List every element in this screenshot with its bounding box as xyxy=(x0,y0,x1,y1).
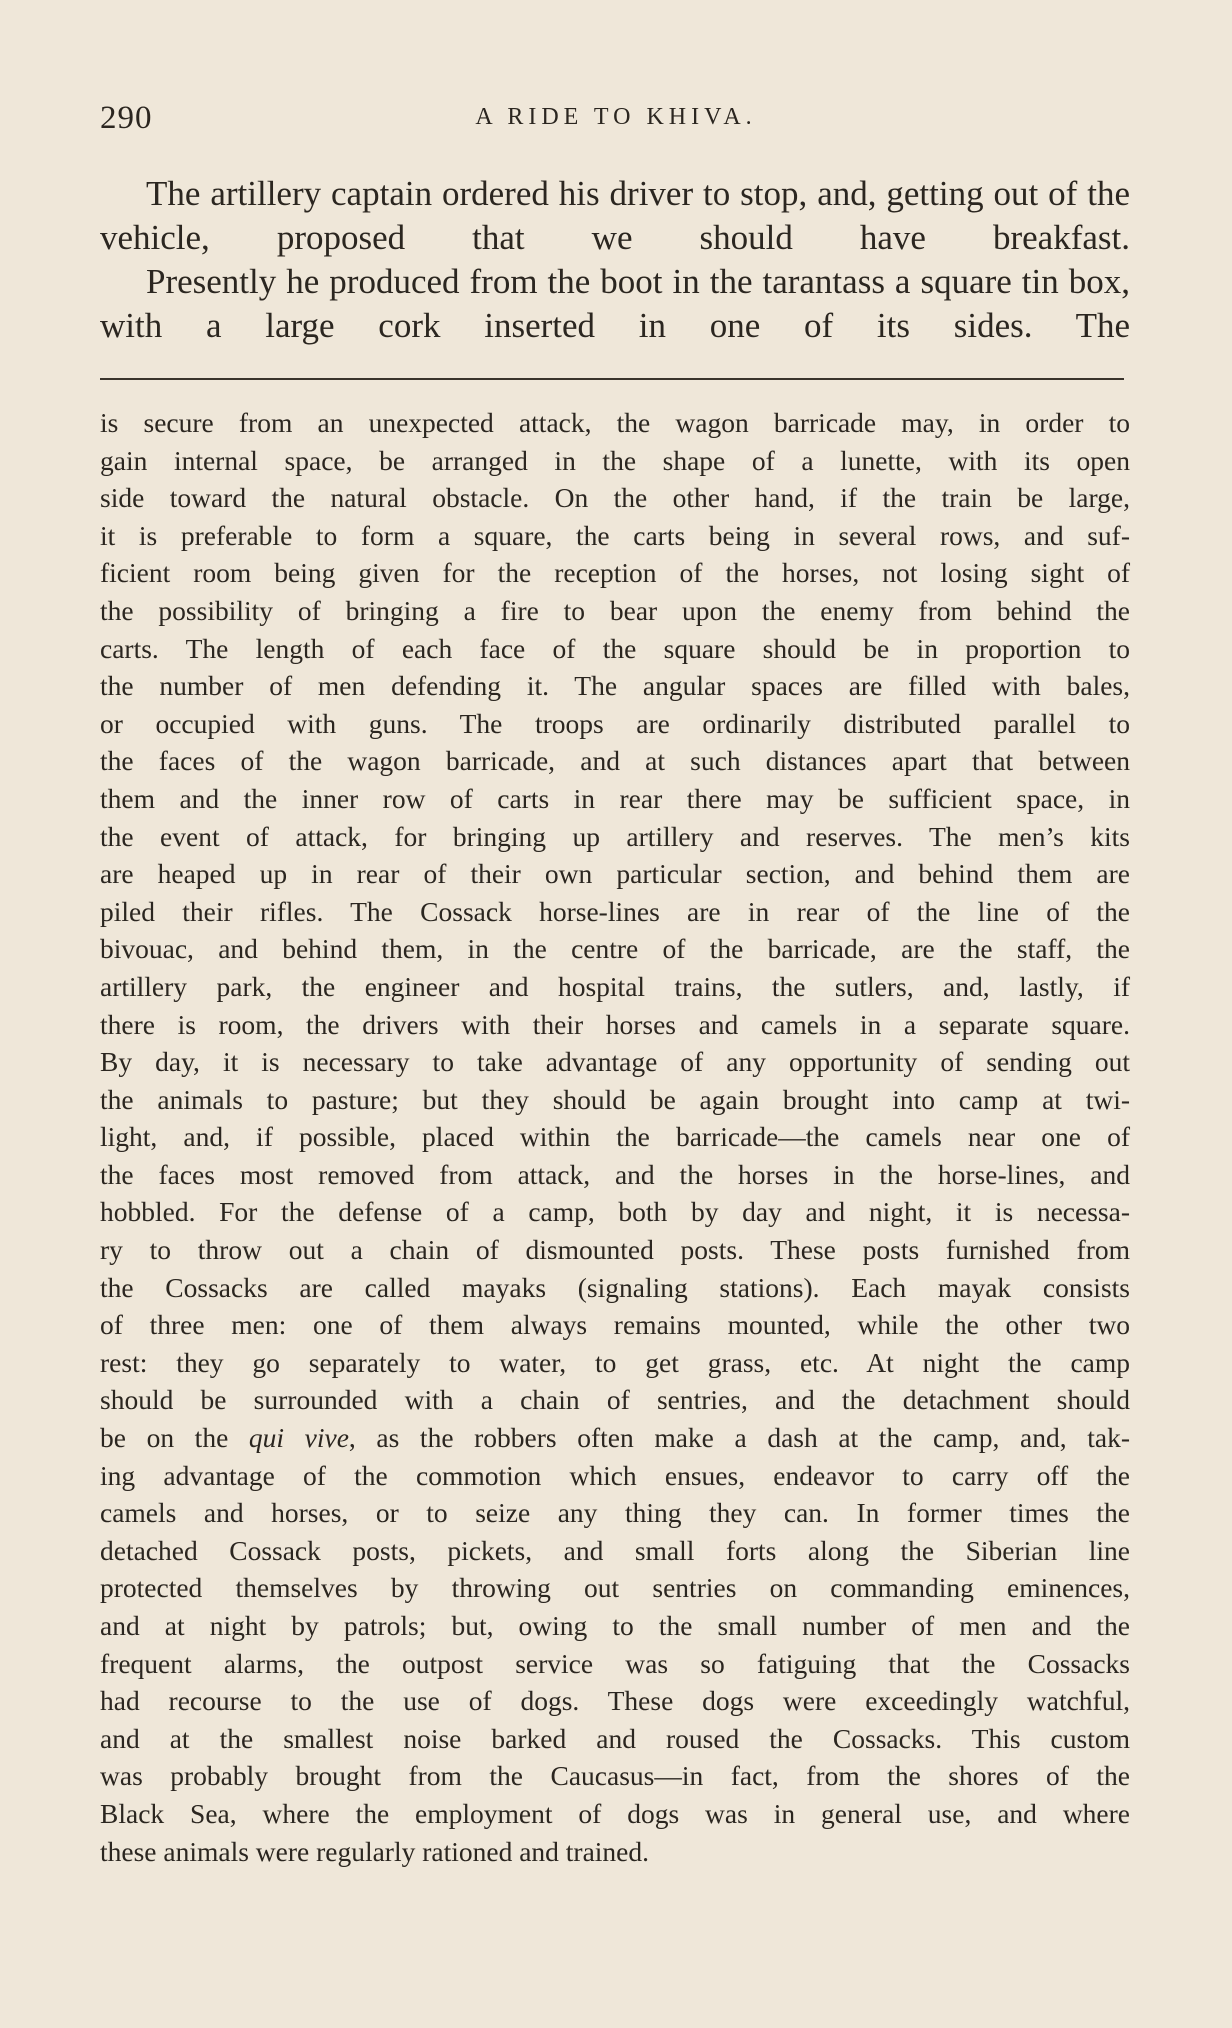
footnote-line: detached Cossack posts, pickets, and small forts along the Siberian line xyxy=(100,1534,1130,1566)
footnote-line: should be surrounded with a chain of sentries, and the detachment should xyxy=(100,1384,1130,1416)
footnote-line: ficient room being given for the reception of the horses, not losing sight of xyxy=(100,557,1130,589)
footnote-line: the faces of the wagon barricade, and at such distances apart that between xyxy=(100,745,1130,777)
footnote xyxy=(100,404,1130,1870)
footnote-line: artillery park, the engineer and hospital trains, the sutlers, and, lastly, if xyxy=(100,970,1130,1002)
footnote-line: the number of men defending it. The angular spaces are filled with bales, xyxy=(100,670,1130,702)
footnote-line: ing advantage of the commotion which ensues, endeavor to carry off the xyxy=(100,1459,1130,1491)
footnote-line: had recourse to the use of dogs. These dogs were exceedingly watchful, xyxy=(100,1685,1130,1717)
footnote-line: it is preferable to form a square, the carts being in several rows, and suf- xyxy=(100,519,1130,551)
footnote-line: them and the inner row of carts in rear there may be sufficient space, in xyxy=(100,782,1130,814)
footnote-line: of three men: one of them always remains mounted, while the other two xyxy=(100,1309,1130,1341)
footnote-line: carts. The length of each face of the square should be in proportion to xyxy=(100,632,1130,664)
footnote-line: the Cossacks are called mayaks (signaling stations). Each mayak consists xyxy=(100,1271,1130,1303)
footnote-line: there is room, the drivers with their horses and camels in a separate square. xyxy=(100,1008,1130,1040)
footnote-line: was probably brought from the Caucasus—in fact, from the shores of the xyxy=(100,1760,1130,1792)
footnote-line: the animals to pasture; but they should be again brought into camp at twi- xyxy=(100,1083,1130,1115)
footnote-line: hobbled. For the defense of a camp, both by day and night, it is necessa- xyxy=(100,1196,1130,1228)
footnote-line: light, and, if possible, placed within the barricade—the camels near one of xyxy=(100,1121,1130,1153)
running-head: A RIDE TO KHIVA. xyxy=(475,104,757,130)
page-number: 290 xyxy=(100,100,153,136)
main-text xyxy=(100,172,1130,348)
footnote-line: the possibility of bringing a fire to bear upon the enemy from behind the xyxy=(100,594,1130,626)
page-header xyxy=(100,96,1132,144)
footnote-line: protected themselves by throwing out sentries on commanding eminences, xyxy=(100,1572,1130,1604)
footnote-line: ry to throw out a chain of dismounted posts. These posts furnished from xyxy=(100,1234,1130,1266)
footnote-line: gain internal space, be arranged in the shape of a lunette, with its open xyxy=(100,444,1130,476)
footnote-line: is secure from an unexpected attack, the wagon barricade may, in order to xyxy=(100,407,1130,438)
footnote-line: or occupied with guns. The troops are ordinarily distributed parallel to xyxy=(100,707,1130,739)
footnote-line: Black Sea, where the employment of dogs was in general use, and where xyxy=(100,1797,1130,1829)
footnote-line xyxy=(100,1419,1130,1457)
footnote-line: the faces most removed from attack, and the horses in the horse-lines, and xyxy=(100,1158,1130,1190)
footnote-text: be on the xyxy=(100,1422,229,1454)
footnote-line: By day, it is necessary to take advantage of any opportunity of sending out xyxy=(100,1046,1130,1078)
paragraph: The artillery captain ordered his driver to stop, and, getting out of the vehicle, proposed that we should have breakfast. xyxy=(100,174,1130,257)
footnote-line: piled their rifles. The Cossack horse-lines are in rear of the line of the xyxy=(100,895,1130,927)
footnote-line: the event of attack, for bringing up artillery and reserves. The men’s kits xyxy=(100,820,1130,852)
footnote-line: are heaped up in rear of their own particular section, and behind them are xyxy=(100,858,1130,890)
footnote-text: , as the robbers often make a dash at the camp, and, tak- xyxy=(348,1422,1130,1454)
footnote-line: rest: they go separately to water, to get grass, etc. At night the camp xyxy=(100,1346,1130,1378)
footnote-line: bivouac, and behind them, in the centre of the barricade, are the staff, the xyxy=(100,933,1130,965)
footnote-line: camels and horses, or to seize any thing they can. In former times the xyxy=(100,1497,1130,1529)
footnote-line: side toward the natural obstacle. On the other hand, if the train be large, xyxy=(100,482,1130,514)
footnote-line: frequent alarms, the outpost service was so fatiguing that the Cossacks xyxy=(100,1647,1130,1679)
footnote-line: and at night by patrols; but, owing to the small number of men and the xyxy=(100,1610,1130,1641)
italic-phrase: qui vive xyxy=(248,1422,349,1454)
footnote-divider xyxy=(100,378,1124,380)
paragraph: Presently he produced from the boot in the tarantass a square tin box, with a large cork inserted in one of its sides. The xyxy=(100,262,1130,345)
footnote-line: these animals were regularly rationed and trained. xyxy=(100,1835,650,1867)
footnote-line: and at the smallest noise barked and roused the Cossacks. This custom xyxy=(100,1722,1130,1754)
